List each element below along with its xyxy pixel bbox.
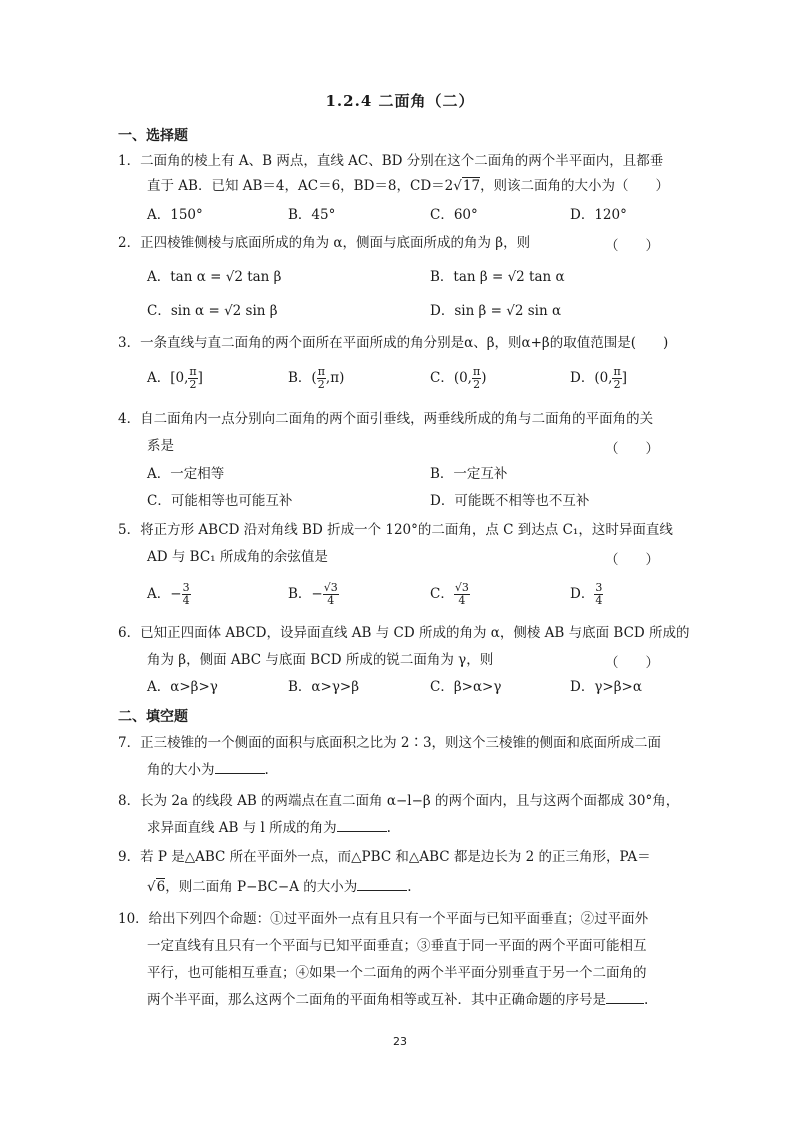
q4-option-d: D．可能既不相等也不互补	[430, 493, 590, 509]
section-heading-choice: 一、选择题	[118, 128, 188, 144]
q5-answer-paren: （ ）	[605, 552, 659, 568]
q4-option-b: B．一定互补	[430, 466, 508, 482]
q5-option-a: A．− $\frac{3}{4}$	[147, 581, 190, 607]
q1-option-d: D．120°	[570, 207, 627, 223]
q1-option-a: A．150°	[147, 207, 203, 223]
fraction: $\frac{\pi}{2}$	[613, 365, 621, 391]
fraction: $\frac{\pi}{2}$	[317, 365, 325, 391]
q8-line2: 求异面直线 AB 与 l 所成的角为 .	[147, 820, 391, 836]
q4-line1: 4．自二面角内一点分别向二面角的两个面引垂线，两垂线所成的角与二面角的平面角的关	[118, 411, 654, 427]
q5-line2: AD 与 BC₁ 所成角的余弦值是	[147, 549, 328, 565]
q10-line2: 一定直线有且只有一个平面与已知平面垂直；③垂直于同一平面的两个平面可能相互	[147, 938, 647, 954]
q7-line1: 7．正三棱锥的一个侧面的面积与底面积之比为 2∶3，则这个三棱锥的侧面和底面所成二面	[118, 735, 662, 751]
fraction: $\frac{3}{4}$	[595, 581, 603, 607]
q2-line1: 2．正四棱锥侧棱与底面所成的角为 α，侧面与底面所成的角为 β，则	[118, 235, 531, 251]
q5-line1: 5．将正方形 ABCD 沿对角线 BD 折成一个 120°的二面角，点 C 到达点 C₁，这时异面直线	[118, 522, 673, 538]
q6-option-d: D．γ>β>α	[570, 679, 642, 695]
q9-line1: 9．若 P 是△ABC 所在平面外一点，而△PBC 和△ABC 都是边长为 2 的正三角形，PA＝	[118, 849, 651, 865]
q3-option-b: B．( $\frac{\pi}{2}$ ,π)	[288, 365, 345, 391]
q1-option-c: C．60°	[430, 207, 478, 223]
fraction: $\frac{3}{4}$	[182, 581, 190, 607]
q6-line2: 角为 β，侧面 ABC 与底面 BCD 所成的锐二面角为 γ，则	[147, 652, 494, 668]
q9-line2: √6，则二面角 P−BC−A 的大小为 .	[147, 879, 412, 895]
q5-option-b: B．− $\frac{√3}{4}$	[288, 581, 338, 607]
q7-line2: 角的大小为 .	[147, 762, 269, 778]
q2-option-b: B．tan β = √2 tan α	[430, 269, 565, 285]
q2-option-c: C．sin α = √2 sin β	[147, 303, 278, 319]
q6-line1: 6．已知正四面体 ABCD，设异面直线 AB 与 CD 所成的角为 α，侧棱 AB 与底面 BCD 所成的	[118, 625, 690, 641]
q1-option-b: B．45°	[288, 207, 336, 223]
answer-blank	[337, 819, 387, 832]
page-title: 1.2.4 二面角（二）	[325, 92, 475, 110]
q5-option-c: C． $\frac{√3}{4}$	[430, 581, 469, 607]
q5-option-d: D． $\frac{3}{4}$	[570, 581, 603, 607]
answer-blank	[215, 761, 265, 774]
q3-option-a: A．[0, $\frac{\pi}{2}$ ]	[147, 365, 203, 391]
fraction: $\frac{\pi}{2}$	[189, 365, 197, 391]
q3-line1: 3．一条直线与直二面角的两个面所在平面所成的角分别是α、β，则α+β的取值范围是( )	[118, 335, 669, 351]
q3-option-c: C．(0, $\frac{\pi}{2}$ )	[430, 365, 487, 391]
answer-blank	[357, 878, 407, 891]
q4-option-a: A．一定相等	[147, 466, 225, 482]
fraction: $\frac{√3}{4}$	[454, 581, 469, 607]
fraction: $\frac{\pi}{2}$	[472, 365, 481, 391]
q1-line2: 直于 AB．已知 AB＝4，AC＝6，BD＝8，CD＝2√17，则该二面角的大小为（ ）	[147, 178, 670, 194]
q3-option-d: D．(0, $\frac{\pi}{2}$ ]	[570, 365, 627, 391]
q4-line2: 系是	[147, 438, 174, 454]
answer-blank	[606, 991, 644, 1004]
q6-answer-paren: （ ）	[605, 655, 659, 671]
fraction: $\frac{√3}{4}$	[323, 581, 338, 607]
q4-answer-paren: （ ）	[605, 441, 659, 457]
q10-line3: 平行，也可能相互垂直；④如果一个二面角的两个半平面分别垂直于另一个二面角的	[147, 965, 647, 981]
q1-line1: 1．二面角的棱上有 A、B 两点，直线 AC、BD 分别在这个二面角的两个半平面内，且都垂	[118, 153, 664, 169]
q2-option-d: D．sin β = √2 sin α	[430, 303, 562, 319]
q6-option-a: A．α>β>γ	[147, 679, 218, 695]
page-number: 23	[393, 1035, 407, 1048]
q6-option-b: B．α>γ>β	[288, 679, 360, 695]
q10-line4: 两个半平面，那么这两个二面角的平面角相等或互补．其中正确命题的序号是 .	[147, 992, 649, 1008]
q4-option-c: C．可能相等也可能互补	[147, 493, 293, 509]
q2-option-a: A．tan α = √2 tan β	[147, 269, 282, 285]
q6-option-c: C．β>α>γ	[430, 679, 502, 695]
q8-line1: 8．长为 2a 的线段 AB 的两端点在直二面角 α−l−β 的两个面内，且与这两个面都成 30°角，	[118, 793, 680, 809]
q10-line1: 10．给出下列四个命题：①过平面外一点有且只有一个平面与已知平面垂直；②过平面外	[118, 911, 649, 927]
section-heading-fill: 二、填空题	[118, 709, 188, 725]
q2-answer-paren: （ ）	[605, 238, 659, 254]
